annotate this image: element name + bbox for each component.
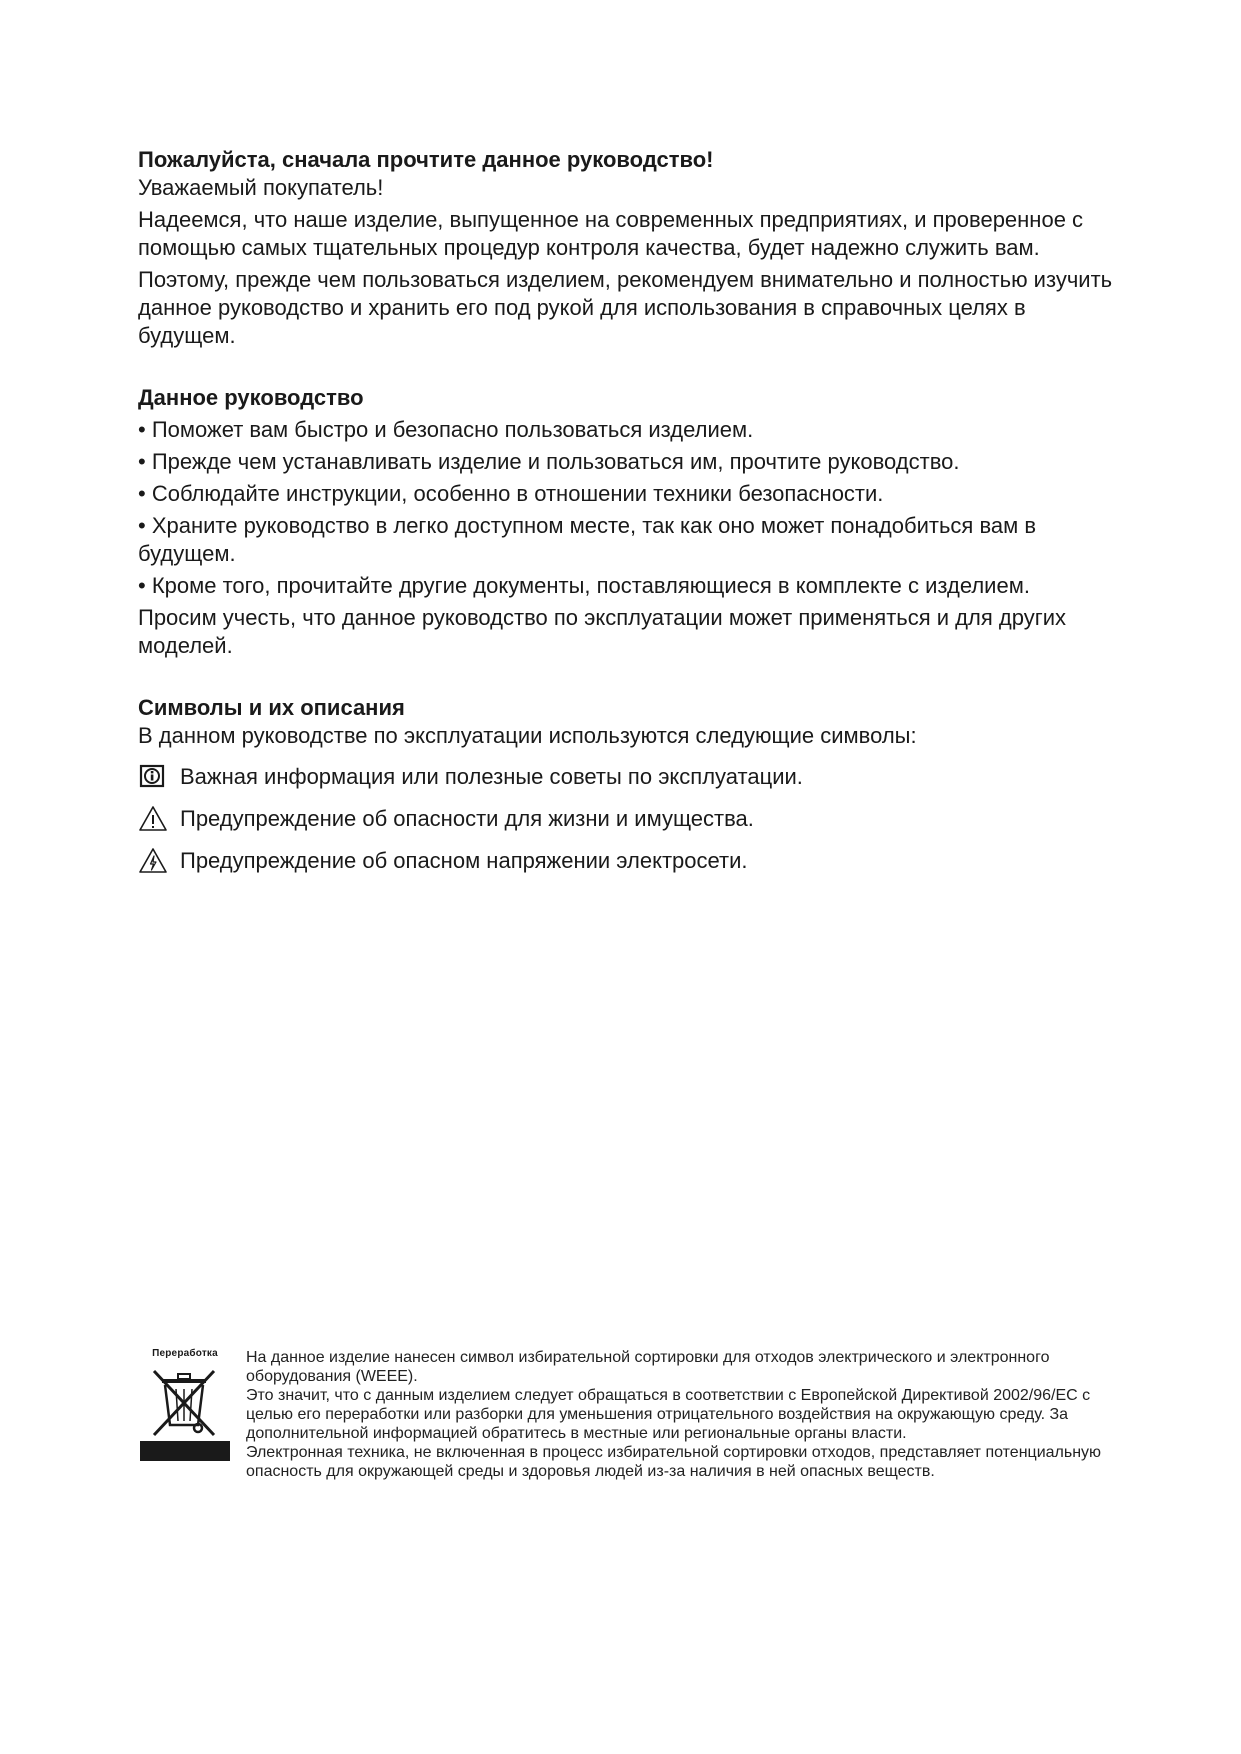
weee-paragraph-1: На данное изделие нанесен символ избирательной сортировки для отходов электрического и электронного оборудования (WEEE). [246,1349,1050,1385]
document-body [138,146,1128,876]
manual-bullet: • Поможет вам быстро и безопасно пользоваться изделием. [138,417,754,442]
manual-heading: Данное руководство [138,385,364,410]
manual-bullet: • Соблюдайте инструкции, особенно в отношении техники безопасности. [138,481,884,506]
symbol-row-warning [138,804,1128,834]
warning-icon [138,805,168,833]
symbol-text-info: Важная информация или полезные советы по эксплуатации. [180,764,803,789]
weee-paragraph-3: Электронная техника, не включенная в процесс избирательной сортировки отходов, представляет потенциальную опасность для окружающей среды и здоровья людей из-за наличия в ней опасных веществ. [246,1444,1102,1480]
weee-logo-caption: Переработка [152,1348,218,1359]
greeting: Уважаемый покупатель! [138,175,384,200]
weee-notice [140,1348,1130,1481]
weee-paragraph-2: Это значит, что с данным изделием следует обращаться в соответствии с Европейской Директивой 2002/96/ЕС с целью его переработки или разборки для уменьшения отрицательного воздействия на окружающую среду. За дополнительной информацией обратитесь в местные или региональные органы власти. [246,1387,1091,1442]
symbols-heading: Символы и их описания [138,695,405,720]
intro-paragraph-2: Поэтому, прежде чем пользоваться изделием, рекомендуем внимательно и полностью изучить данное руководство и хранить его под рукой для использования в справочных целях в будущем. [138,267,1113,348]
electric-hazard-icon [138,847,168,875]
manual-bullet: • Храните руководство в легко доступном месте, так как оно может понадобиться вам в будущем. [138,513,1037,566]
symbol-text-electric: Предупреждение об опасном напряжении электросети. [180,848,748,873]
symbol-row-electric [138,846,1128,876]
info-icon [138,763,168,791]
manual-bullet: • Прежде чем устанавливать изделие и пользоваться им, прочтите руководство. [138,449,960,474]
crossed-bin-icon [140,1365,230,1461]
symbol-text-warning: Предупреждение об опасности для жизни и имущества. [180,806,754,831]
symbols-intro: В данном руководстве по эксплуатации используются следующие символы: [138,723,917,748]
weee-logo [140,1348,230,1481]
manual-note: Просим учесть, что данное руководство по эксплуатации может применяться и для других моделей. [138,605,1067,658]
symbol-row-info [138,762,1128,792]
manual-bullet: • Кроме того, прочитайте другие документы, поставляющиеся в комплекте с изделием. [138,573,1030,598]
intro-paragraph-1: Надеемся, что наше изделие, выпущенное на современных предприятиях, и проверенное с помощью самых тщательных процедур контроля качества, будет надежно служить вам. [138,207,1084,260]
intro-title: Пожалуйста, сначала прочтите данное руководство! [138,147,714,172]
weee-text [246,1348,1130,1481]
